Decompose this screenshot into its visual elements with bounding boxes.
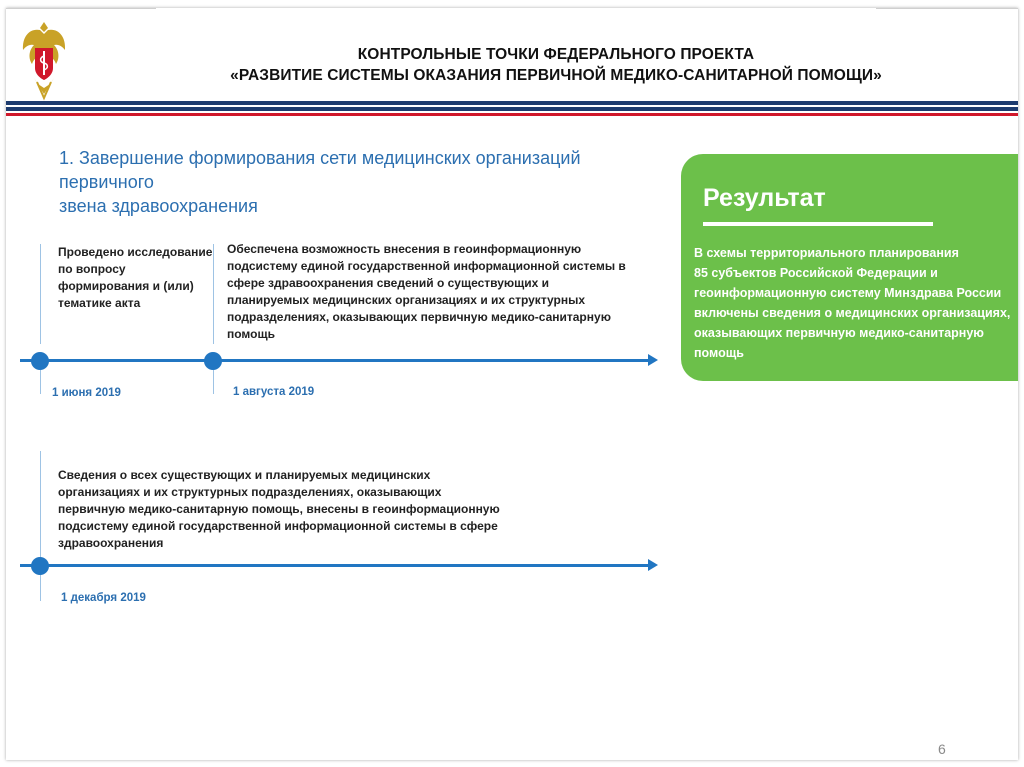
slide-title bbox=[196, 44, 916, 86]
page-number: 6 bbox=[938, 741, 946, 757]
event-line: по вопросу bbox=[58, 262, 126, 276]
event-date-1: 1 июня 2019 bbox=[52, 387, 121, 399]
event-line: Обеспечена возможность внесения в геоинформационную bbox=[227, 242, 582, 256]
header-stripe-navy-2 bbox=[6, 107, 1018, 111]
event-line: подсистему единой государственной информационной системы в сфере bbox=[58, 519, 498, 533]
result-line: 85 субъектов Российской Федерации и bbox=[694, 266, 938, 280]
ministry-emblem-icon bbox=[20, 18, 68, 102]
title-line-1: КОНТРОЛЬНЫЕ ТОЧКИ ФЕДЕРАЛЬНОГО ПРОЕКТА bbox=[357, 46, 755, 63]
event-line: подсистему единой государственной информационной системы в bbox=[227, 259, 626, 273]
result-title: Результат bbox=[703, 184, 826, 212]
arrow-right-icon bbox=[648, 559, 658, 571]
result-line: В схемы территориального планирования bbox=[694, 246, 959, 260]
event-line: Проведено исследование bbox=[58, 245, 213, 259]
result-divider bbox=[703, 222, 933, 226]
event-line: подразделениях, оказывающих первичную медико-санитарную bbox=[227, 310, 611, 324]
timeline-point-1 bbox=[31, 352, 49, 370]
event-line: Сведения о всех существующих и планируемых медицинских bbox=[58, 468, 431, 482]
heading-line-2: звена здравоохранения bbox=[59, 196, 258, 216]
top-edge-line bbox=[876, 8, 1018, 9]
result-text bbox=[694, 243, 1014, 363]
event-date-2: 1 августа 2019 bbox=[233, 386, 315, 398]
result-line: оказывающих первичную медико-санитарную bbox=[694, 326, 984, 340]
event-line: планируемых медицинских организациях и их структурных bbox=[227, 293, 586, 307]
event-line: здравоохранения bbox=[58, 536, 164, 550]
heading-line-1: 1. Завершение формирования сети медицинских организаций первичного bbox=[59, 148, 581, 192]
event-text-1 bbox=[58, 244, 218, 312]
event-text-3 bbox=[58, 467, 528, 552]
timeline-tick bbox=[40, 451, 41, 557]
timeline-tick bbox=[40, 370, 41, 394]
event-line: сфере здравоохранения сведений о существующих и bbox=[227, 276, 550, 290]
timeline-point-2 bbox=[204, 352, 222, 370]
timeline-point-3 bbox=[31, 557, 49, 575]
arrow-right-icon bbox=[648, 354, 658, 366]
timeline-tick bbox=[40, 575, 41, 601]
timeline-2-axis bbox=[20, 564, 650, 567]
result-line: помощь bbox=[694, 346, 744, 360]
result-line: включены сведения о медицинских организациях, bbox=[694, 306, 1011, 320]
top-edge-line bbox=[6, 8, 156, 9]
event-line: помощь bbox=[227, 327, 275, 341]
event-line: первичную медико-санитарную помощь, внесены в геоинформационную bbox=[58, 502, 500, 516]
event-text-2 bbox=[227, 241, 637, 343]
header-stripe-navy bbox=[6, 101, 1018, 105]
timeline-1-axis bbox=[20, 359, 650, 362]
title-line-2: «РАЗВИТИЕ СИСТЕМЫ ОКАЗАНИЯ ПЕРВИЧНОЙ МЕДИКО-САНИТАРНОЙ ПОМОЩИ» bbox=[230, 67, 882, 84]
result-line: геоинформационную систему Минздрава России bbox=[694, 286, 1002, 300]
event-line: организациях и их структурных подразделениях, оказывающих bbox=[58, 485, 442, 499]
section-heading bbox=[59, 146, 679, 218]
event-line: формирования и (или) bbox=[58, 279, 194, 293]
slide bbox=[6, 8, 1018, 760]
event-line: тематике акта bbox=[58, 296, 141, 310]
header-stripe-red bbox=[6, 113, 1018, 116]
timeline-tick bbox=[40, 244, 41, 344]
event-date-3: 1 декабря 2019 bbox=[61, 592, 146, 604]
timeline-tick bbox=[213, 370, 214, 394]
